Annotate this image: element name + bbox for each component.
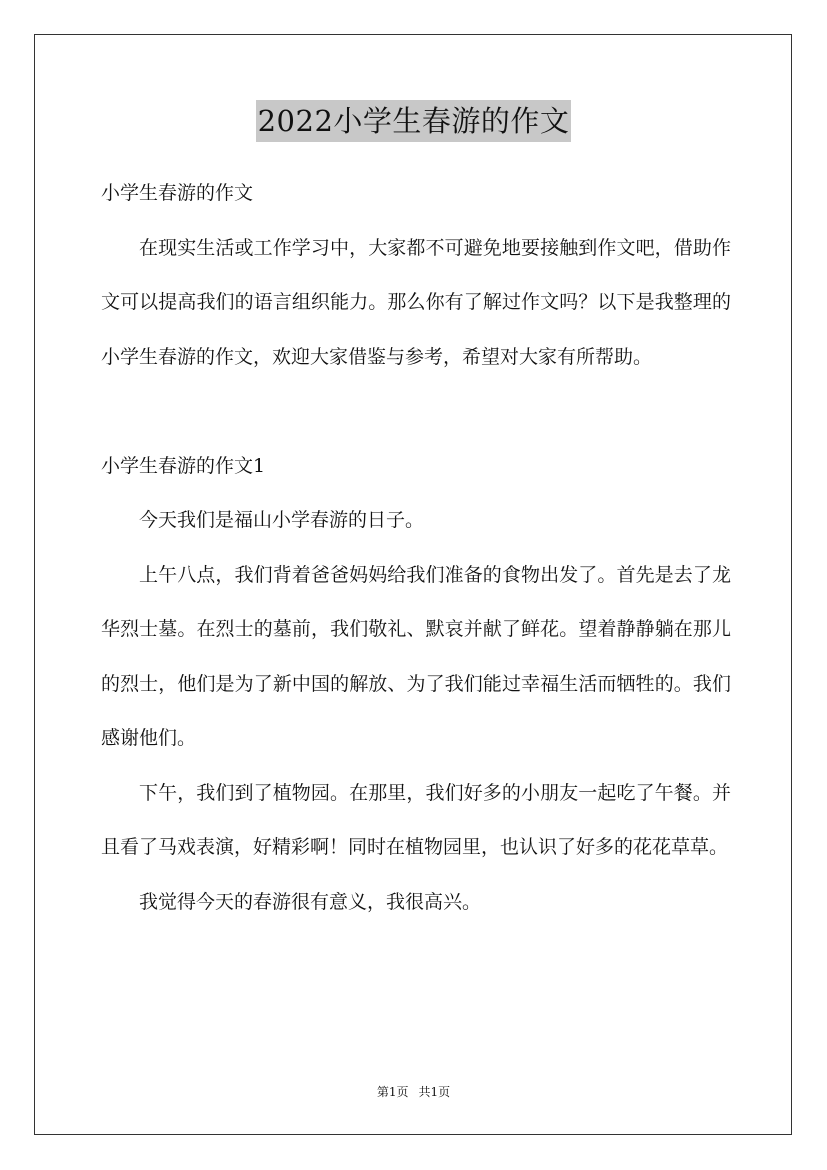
section-heading: 小学生春游的作文1 xyxy=(101,454,266,477)
page-total: 共1页 xyxy=(418,1085,451,1099)
body-paragraph: 下午，我们到了植物园。在那里，我们好多的小朋友一起吃了午餐。并且看了马戏表演，好精彩啊！同时在植物园里，也认识了好多的花花草草。 xyxy=(101,781,731,858)
body-paragraph: 上午八点，我们背着爸爸妈妈给我们准备的食物出发了。首先是去了龙华烈士墓。在烈士的墓前，我们敬礼、默哀并献了鲜花。望着静静躺在那儿的烈士，他们是为了新中国的解放、为了我们能过幸福生活而牺牲的。我们感谢他们。 xyxy=(101,563,731,749)
document-subtitle: 小学生春游的作文 xyxy=(101,182,254,204)
body-paragraph: 今天我们是福山小学春游的日子。 xyxy=(139,509,425,531)
page-number: 第1页 xyxy=(376,1085,409,1099)
document-body xyxy=(101,166,731,929)
page-footer xyxy=(0,1083,827,1101)
document-title: 2022小学生春游的作文 xyxy=(256,100,572,142)
body-paragraph: 我觉得今天的春游很有意义，我很高兴。 xyxy=(139,890,482,913)
intro-paragraph: 在现实生活或工作学习中，大家都不可避免地要接触到作文吧，借助作文可以提高我们的语言组织能力。那么你有了解过作文吗？以下是我整理的小学生春游的作文，欢迎大家借鉴与参考，希望对大家有所帮助。 xyxy=(101,236,731,368)
section-spacer xyxy=(101,384,731,439)
title-container xyxy=(0,100,827,142)
